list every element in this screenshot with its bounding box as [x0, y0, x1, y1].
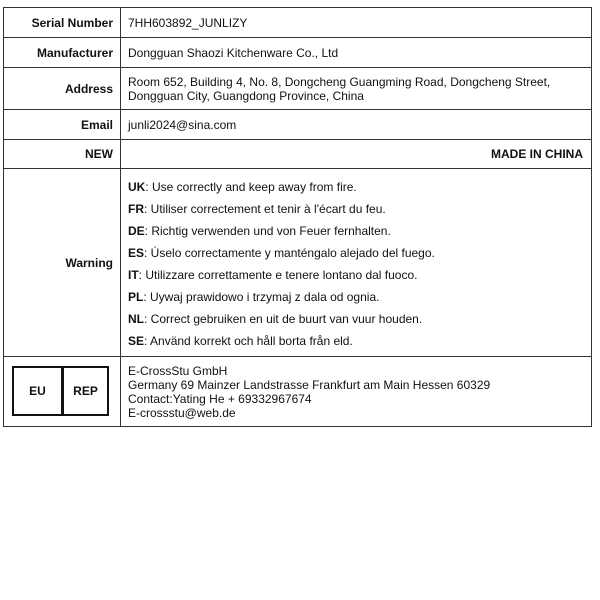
eu-rep-symbol-cell: [4, 357, 121, 427]
serial-number-row: [4, 8, 592, 38]
email-label: Email: [4, 110, 121, 140]
rep-symbol-text: REP: [73, 384, 98, 398]
eu-rep-symbol: [12, 366, 109, 416]
warning-line-pl: [128, 286, 583, 308]
warning-text-cell: [121, 169, 592, 357]
warning-text: : Use correctly and keep away from fire.: [145, 179, 357, 194]
address-line: Dongguan City, Guangdong Province, China: [128, 88, 364, 103]
address-value: [121, 68, 592, 110]
warning-line-uk: [128, 176, 583, 198]
warning-line-se: [128, 330, 583, 352]
made-in-china-text: MADE IN CHINA: [491, 147, 583, 161]
manufacturer-row: [4, 38, 592, 68]
language-code: ES: [128, 245, 145, 260]
language-code: IT: [128, 267, 139, 282]
eu-rep-box: [4, 357, 120, 426]
new-label: NEW: [4, 140, 121, 169]
warning-label: Warning: [4, 169, 121, 357]
warning-text: : Correct gebruiken en uit de buurt van vuur houden.: [144, 311, 423, 326]
eu-rep-address: Germany 69 Mainzer Landstrasse Frankfurt am Main Hessen 60329: [128, 377, 491, 392]
warning-row: [4, 169, 592, 357]
address-line: Room 652, Building 4, No. 8, Dongcheng Guangming Road, Dongcheng Street,: [128, 74, 551, 89]
address-row: [4, 68, 592, 110]
serial-number-label: Serial Number: [4, 8, 121, 38]
language-code: PL: [128, 289, 144, 304]
eu-rep-row: [4, 357, 592, 427]
warning-list: [128, 174, 583, 352]
eu-rep-email: E-crossstu@web.de: [128, 405, 236, 420]
language-code: DE: [128, 223, 145, 238]
warning-text: : Utilizzare correttamente e tenere lontano dal fuoco.: [138, 267, 418, 282]
language-code: FR: [128, 201, 144, 216]
product-label-table: [3, 7, 592, 427]
address-label: Address: [4, 68, 121, 110]
manufacturer-value: Dongguan Shaozi Kitchenware Co., Ltd: [121, 38, 592, 68]
eu-rep-details: [121, 357, 592, 427]
language-code: NL: [128, 311, 144, 326]
origin-cell: [121, 140, 592, 169]
warning-line-nl: [128, 308, 583, 330]
language-code: SE: [128, 333, 145, 348]
warning-text: : Richtig verwenden und von Feuer fernhalten.: [144, 223, 391, 238]
email-row: [4, 110, 592, 140]
new-row: [4, 140, 592, 169]
email-value: junli2024@sina.com: [121, 110, 592, 140]
warning-line-es: [128, 242, 583, 264]
eu-rep-company: E-CrossStu GmbH: [128, 363, 228, 378]
language-code: UK: [128, 179, 146, 194]
eu-rep-contact: Contact:Yating He + 69332967674: [128, 391, 312, 406]
warning-text: : Använd korrekt och håll borta från eld.: [144, 333, 353, 348]
warning-line-de: [128, 220, 583, 242]
manufacturer-label: Manufacturer: [4, 38, 121, 68]
warning-line-fr: [128, 198, 583, 220]
eu-symbol-text: EU: [14, 368, 64, 414]
warning-text: : Úselo correctamente y manténgalo alejado del fuego.: [144, 245, 435, 260]
warning-text: : Utiliser correctement et tenir à l'écart du feu.: [144, 201, 386, 216]
warning-line-it: [128, 264, 583, 286]
serial-number-value: 7HH603892_JUNLIZY: [121, 8, 592, 38]
warning-text: : Uywaj prawidowo i trzymaj z dala od ognia.: [143, 289, 380, 304]
